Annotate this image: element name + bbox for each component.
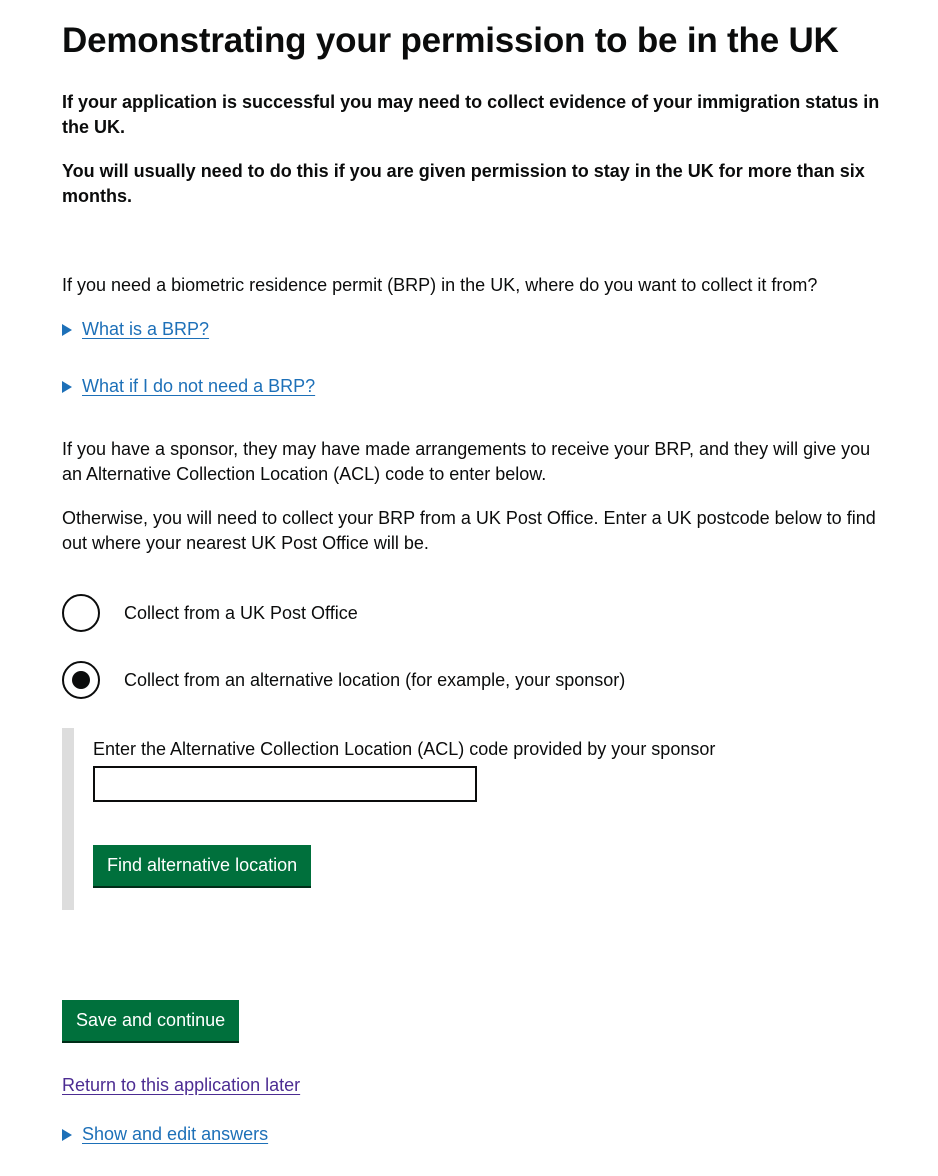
collection-question: If you need a biometric residence permit (BRP) in the UK, where do you want to collect it from? xyxy=(62,275,818,295)
radio-post-office-label: Collect from a UK Post Office xyxy=(124,602,358,623)
radio-alternative-location[interactable] xyxy=(62,661,625,699)
page-title: Demonstrating your permission to be in the UK xyxy=(62,21,839,60)
details-show-edit-answers[interactable] xyxy=(62,1122,268,1147)
details-what-is-brp[interactable] xyxy=(62,317,209,342)
lead-paragraph-2: You will usually need to do this if you are given permission to stay in the UK for more than six months. xyxy=(62,161,865,206)
acl-code-label: Enter the Alternative Collection Location (ACL) code provided by your sponsor xyxy=(93,739,716,759)
radio-selected-icon[interactable] xyxy=(62,661,100,699)
save-and-continue-button[interactable]: Save and continue xyxy=(62,1000,239,1041)
find-alternative-location-button[interactable]: Find alternative location xyxy=(93,845,311,886)
sponsor-info-paragraph: If you have a sponsor, they may have made arrangements to receive your BRP, and they will give you an Alternative Collection Location (ACL) code to enter below. xyxy=(62,439,871,484)
acl-code-input[interactable] xyxy=(93,766,477,802)
post-office-info-paragraph: Otherwise, you will need to collect your BRP from a UK Post Office. Enter a UK postcode below to find out where your nearest UK Post Office will be. xyxy=(62,508,876,553)
radio-circle-icon[interactable] xyxy=(62,594,100,632)
triangle-right-icon xyxy=(62,324,72,336)
radio-post-office[interactable] xyxy=(62,594,358,632)
lead-paragraph-1: If your application is successful you may need to collect evidence of your immigration status in the UK. xyxy=(62,92,880,137)
return-later-link[interactable]: Return to this application later xyxy=(62,1075,301,1095)
details-do-not-need-brp[interactable] xyxy=(62,374,315,399)
what-is-brp-link[interactable]: What is a BRP? xyxy=(82,319,210,339)
show-edit-answers-link[interactable]: Show and edit answers xyxy=(82,1124,269,1144)
radio-alternative-label: Collect from an alternative location (for example, your sponsor) xyxy=(124,669,626,690)
triangle-right-icon xyxy=(62,1129,72,1141)
triangle-right-icon xyxy=(62,381,72,393)
do-not-need-brp-link[interactable]: What if I do not need a BRP? xyxy=(82,376,316,396)
acl-conditional-panel xyxy=(62,728,862,910)
